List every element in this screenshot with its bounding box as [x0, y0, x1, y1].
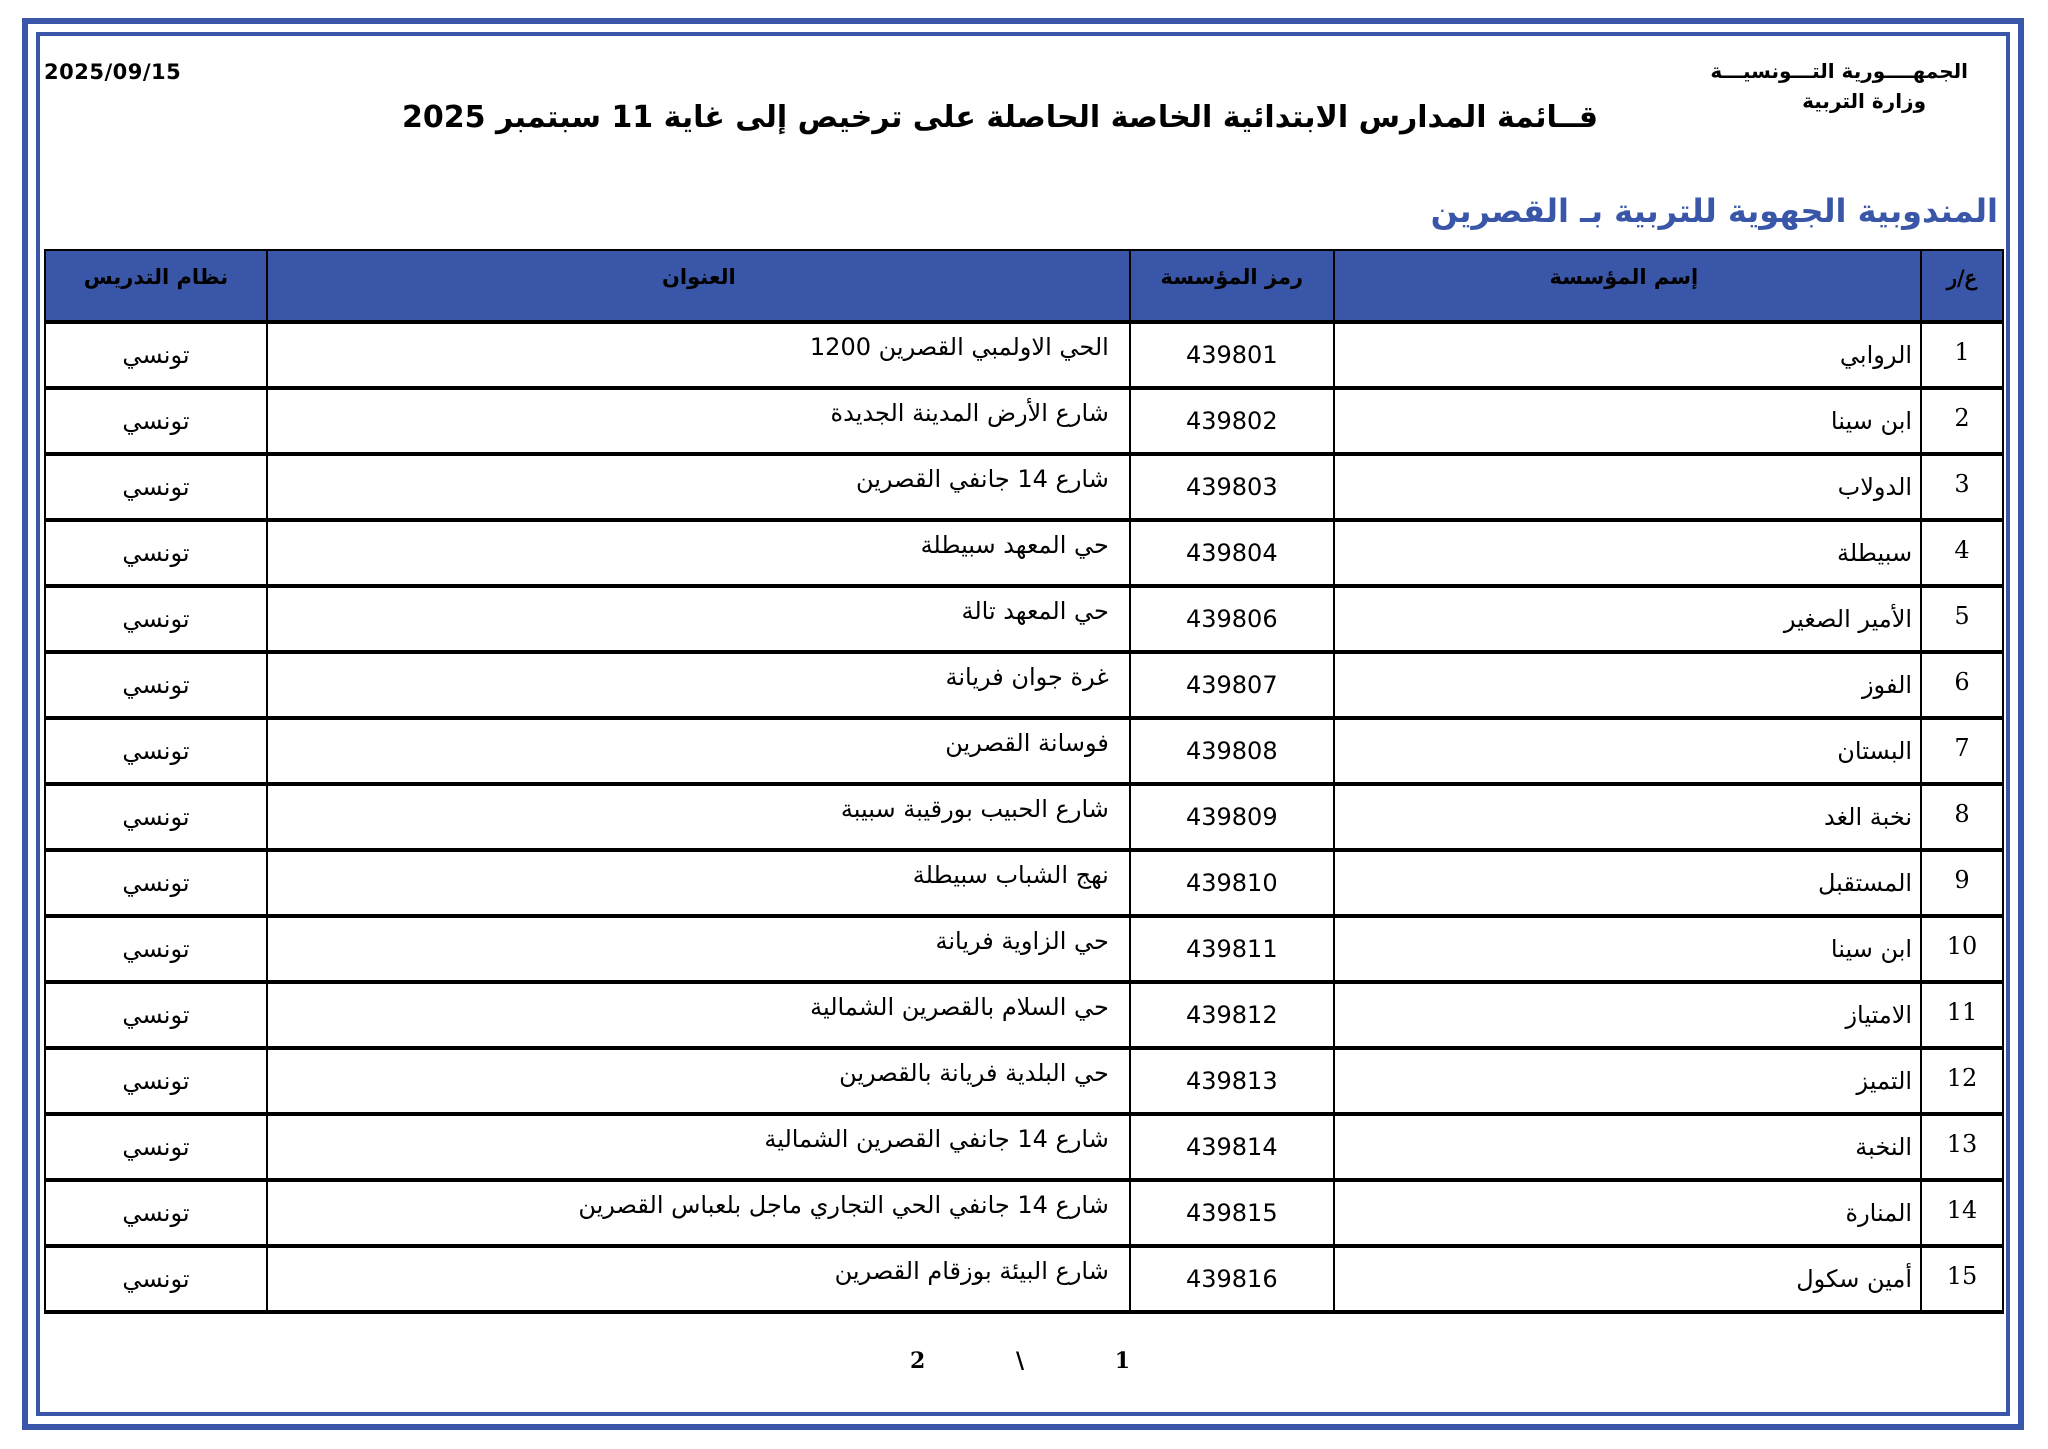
- school-code: 439808: [1130, 718, 1334, 784]
- page-current: 1: [1114, 1348, 1130, 1374]
- teaching-system: تونسي: [45, 520, 267, 586]
- school-address: حي السلام بالقصرين الشمالية: [267, 982, 1130, 1048]
- school-code: 439816: [1130, 1246, 1334, 1312]
- document-date: 2025/09/15: [44, 60, 182, 84]
- column-header-number: ع/ر: [1921, 250, 2003, 322]
- school-name: نخبة الغد: [1334, 784, 1921, 850]
- school-name: الأمير الصغير: [1334, 586, 1921, 652]
- school-name: الروابي: [1334, 322, 1921, 388]
- table-row: [45, 1180, 2003, 1246]
- ministry-name: وزارة التربية: [1802, 89, 1926, 113]
- table-row: [45, 520, 2003, 586]
- table-row: [45, 850, 2003, 916]
- school-name: ابن سينا: [1334, 916, 1921, 982]
- school-code: 439801: [1130, 322, 1334, 388]
- school-name: المستقبل: [1334, 850, 1921, 916]
- teaching-system: تونسي: [45, 784, 267, 850]
- row-number: 14: [1921, 1180, 2003, 1246]
- row-number: 3: [1921, 454, 2003, 520]
- page-total: 2: [910, 1348, 926, 1374]
- school-name: التميز: [1334, 1048, 1921, 1114]
- school-name: النخبة: [1334, 1114, 1921, 1180]
- column-header-system: نظام التدريس: [45, 250, 267, 322]
- table-row: [45, 982, 2003, 1048]
- teaching-system: تونسي: [45, 916, 267, 982]
- school-address: شارع الحبيب بورقيبة سبيبة: [267, 784, 1130, 850]
- school-code: 439815: [1130, 1180, 1334, 1246]
- row-number: 13: [1921, 1114, 2003, 1180]
- school-address: حي المعهد سبيطلة: [267, 520, 1130, 586]
- row-number: 7: [1921, 718, 2003, 784]
- schools-table: [44, 249, 2004, 1314]
- row-number: 9: [1921, 850, 2003, 916]
- school-name: الفوز: [1334, 652, 1921, 718]
- page-separator: \: [1015, 1348, 1025, 1374]
- teaching-system: تونسي: [45, 718, 267, 784]
- table-row: [45, 652, 2003, 718]
- column-header-address: العنوان: [267, 250, 1130, 322]
- teaching-system: تونسي: [45, 652, 267, 718]
- table-row: [45, 586, 2003, 652]
- school-code: 439802: [1130, 388, 1334, 454]
- teaching-system: تونسي: [45, 586, 267, 652]
- teaching-system: تونسي: [45, 1180, 267, 1246]
- row-number: 5: [1921, 586, 2003, 652]
- row-number: 4: [1921, 520, 2003, 586]
- document-title: قــائمة المدارس الابتدائية الخاصة الحاصلة على ترخيص إلى غاية 11 سبتمبر 2025: [402, 100, 1598, 135]
- table-row: [45, 784, 2003, 850]
- school-address: شارع البيئة بوزقام القصرين: [267, 1246, 1130, 1312]
- school-address: شارع 14 جانفي القصرين الشمالية: [267, 1114, 1130, 1180]
- school-address: شارع 14 جانفي الحي التجاري ماجل بلعباس القصرين: [267, 1180, 1130, 1246]
- school-name: أمين سكول: [1334, 1246, 1921, 1312]
- school-code: 439812: [1130, 982, 1334, 1048]
- table-row: [45, 322, 2003, 388]
- row-number: 6: [1921, 652, 2003, 718]
- teaching-system: تونسي: [45, 1114, 267, 1180]
- teaching-system: تونسي: [45, 982, 267, 1048]
- region-title: المندوبية الجهوية للتربية بـ القصرين: [1430, 192, 1998, 230]
- school-code: 439810: [1130, 850, 1334, 916]
- column-header-name: إسم المؤسسة: [1334, 250, 1921, 322]
- school-code: 439813: [1130, 1048, 1334, 1114]
- table-row: [45, 388, 2003, 454]
- table-row: [45, 718, 2003, 784]
- school-address: شارع الأرض المدينة الجديدة: [267, 388, 1130, 454]
- row-number: 12: [1921, 1048, 2003, 1114]
- school-code: 439804: [1130, 520, 1334, 586]
- row-number: 2: [1921, 388, 2003, 454]
- school-name: المنارة: [1334, 1180, 1921, 1246]
- teaching-system: تونسي: [45, 388, 267, 454]
- table-row: [45, 916, 2003, 982]
- row-number: 11: [1921, 982, 2003, 1048]
- school-address: حي المعهد تالة: [267, 586, 1130, 652]
- country-name: الجمهــــورية التـــونسيـــة: [1710, 59, 1968, 83]
- teaching-system: تونسي: [45, 1246, 267, 1312]
- table-row: [45, 1246, 2003, 1312]
- table-header-row: [45, 250, 2003, 322]
- row-number: 1: [1921, 322, 2003, 388]
- row-number: 10: [1921, 916, 2003, 982]
- table-row: [45, 1048, 2003, 1114]
- school-address: حي البلدية فريانة بالقصرين: [267, 1048, 1130, 1114]
- school-address: الحي الاولمبي القصرين 1200: [267, 322, 1130, 388]
- row-number: 8: [1921, 784, 2003, 850]
- school-address: فوسانة القصرين: [267, 718, 1130, 784]
- table-row: [45, 454, 2003, 520]
- school-code: 439806: [1130, 586, 1334, 652]
- school-name: الدولاب: [1334, 454, 1921, 520]
- school-code: 439807: [1130, 652, 1334, 718]
- school-code: 439803: [1130, 454, 1334, 520]
- school-name: سبيطلة: [1334, 520, 1921, 586]
- row-number: 15: [1921, 1246, 2003, 1312]
- school-code: 439811: [1130, 916, 1334, 982]
- school-address: غرة جوان فريانة: [267, 652, 1130, 718]
- school-name: الامتياز: [1334, 982, 1921, 1048]
- school-name: البستان: [1334, 718, 1921, 784]
- school-code: 439809: [1130, 784, 1334, 850]
- teaching-system: تونسي: [45, 850, 267, 916]
- school-address: حي الزاوية فريانة: [267, 916, 1130, 982]
- column-header-code: رمز المؤسسة: [1130, 250, 1334, 322]
- teaching-system: تونسي: [45, 454, 267, 520]
- teaching-system: تونسي: [45, 322, 267, 388]
- school-name: ابن سينا: [1334, 388, 1921, 454]
- page-number: [910, 1348, 1130, 1374]
- school-address: نهج الشباب سبيطلة: [267, 850, 1130, 916]
- table-row: [45, 1114, 2003, 1180]
- teaching-system: تونسي: [45, 1048, 267, 1114]
- school-code: 439814: [1130, 1114, 1334, 1180]
- school-address: شارع 14 جانفي القصرين: [267, 454, 1130, 520]
